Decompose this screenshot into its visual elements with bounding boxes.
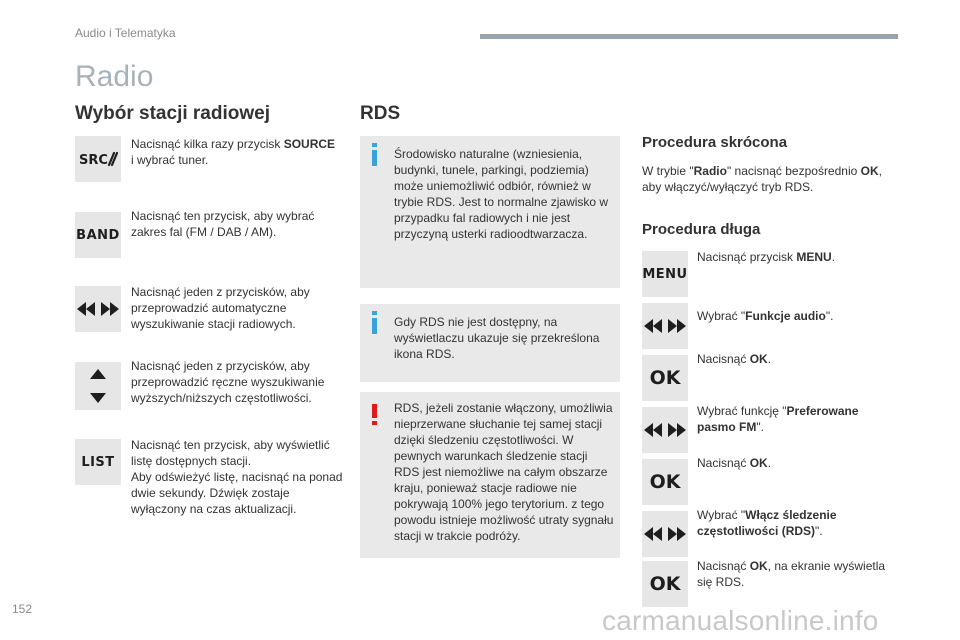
src-instruction: Nacisnąć kilka razy przycisk SOURCE i wybrać tuner. (131, 137, 336, 167)
list-button (75, 439, 121, 485)
step-3: Nacisnąć OK. (697, 352, 772, 366)
seek-buttons (642, 407, 688, 453)
menu-button-label: MENU (642, 266, 688, 282)
info-note-text: Gdy RDS nie jest dostępny, na wyświetlaczu ukazuje się przekreślona ikona RDS. (394, 315, 600, 361)
page-number: 152 (12, 602, 33, 616)
menu-button (642, 251, 688, 297)
info-note-reception (360, 136, 620, 288)
seek-buttons (75, 286, 121, 332)
seek-arrows-icon (642, 525, 688, 543)
seek-arrows-icon (642, 421, 688, 439)
band-button (75, 212, 121, 258)
src-icon (78, 149, 118, 169)
warning-note-rds (360, 392, 620, 558)
ok-button (642, 459, 688, 505)
section-label: Audio i Telematyka (75, 26, 176, 40)
left-heading: Wybór stacji radiowej (75, 103, 270, 124)
step-5: Nacisnąć OK. (697, 456, 772, 470)
info-note-rds-unavailable (360, 304, 620, 382)
ok-button-label: OK (649, 367, 681, 389)
ok-button-label: OK (649, 471, 681, 493)
seek-instruction: Nacisnąć jeden z przycisków, aby przeprowadzić automatyczne wyszukiwanie stacji radiowych. (131, 285, 310, 331)
seek-arrows-icon (642, 317, 688, 335)
updown-buttons (75, 362, 121, 410)
seek-buttons (642, 511, 688, 557)
ok-button (642, 355, 688, 401)
list-instruction: Nacisnąć ten przycisk, aby wyświetlić listę dostępnych stacji. Aby odświeżyć listę, nacisnąć na ponad dwie sekundy. Dźwięk zostaje wyłączony na czas aktualizacji. (131, 438, 343, 516)
seek-buttons (642, 303, 688, 349)
info-icon (372, 150, 377, 166)
watermark: carmanualsonline.info (602, 605, 879, 636)
seek-arrows-icon (75, 300, 121, 318)
rds-heading: RDS (360, 103, 401, 124)
warning-icon (372, 404, 377, 418)
step-6: Wybrać "Włącz śledzenie częstotliwości (RDS)". (697, 508, 837, 538)
band-button-label: BAND (76, 227, 120, 243)
src-button (75, 136, 121, 182)
warning-note-text: RDS, jeżeli zostanie włączony, umożliwia nieprzerwane słuchanie tej samej stacji dzięki śledzeniu częstotliwości. W pewnych warunkach śledzenie stacji RDS jest niemożliwe na całym obszarze kraju, ponieważ stacje radiowe nie pokrywają 100% jego terytorium. z tego powodu istnieje możliwość utraty sygnału stacji w trakcie podróży. (394, 401, 614, 543)
short-procedure-heading: Procedura skrócona (642, 134, 788, 151)
ok-button (642, 561, 688, 607)
updown-instruction: Nacisnąć jeden z przycisków, aby przeprowadzić ręczne wyszukiwanie wyższych/niższych częstotliwości. (131, 359, 325, 405)
info-note-text: Środowisko naturalne (wzniesienia, budynki, tunele, parkingi, podziemia) może uniemożliwić odbiór, również w trybie RDS. Jest to normalne zjawisko w przypadku fal radiowych i nie jest przyczyną usterki radioodtwarzacza. (394, 147, 609, 241)
short-procedure-text: W trybie "Radio" nacisnąć bezpośrednio OK, aby włączyć/wyłączyć tryb RDS. (642, 164, 882, 194)
info-icon (372, 318, 377, 334)
step-2: Wybrać "Funkcje audio". (697, 309, 834, 323)
page-title: Radio (75, 60, 154, 93)
up-down-arrows-icon (88, 366, 108, 406)
list-button-label: LIST (81, 454, 115, 470)
src-button-label: SRC (79, 153, 108, 168)
step-1: Nacisnąć przycisk MENU. (697, 250, 836, 264)
step-4: Wybrać funkcję "Preferowane pasmo FM". (697, 404, 859, 434)
long-procedure-heading: Procedura długa (642, 221, 761, 238)
ok-button-label: OK (649, 573, 681, 595)
header-bar (480, 34, 898, 39)
step-7: Nacisnąć OK, na ekranie wyświetla się RDS. (697, 559, 886, 589)
band-instruction: Nacisnąć ten przycisk, aby wybrać zakres fal (FM / DAB / AM). (131, 209, 315, 239)
